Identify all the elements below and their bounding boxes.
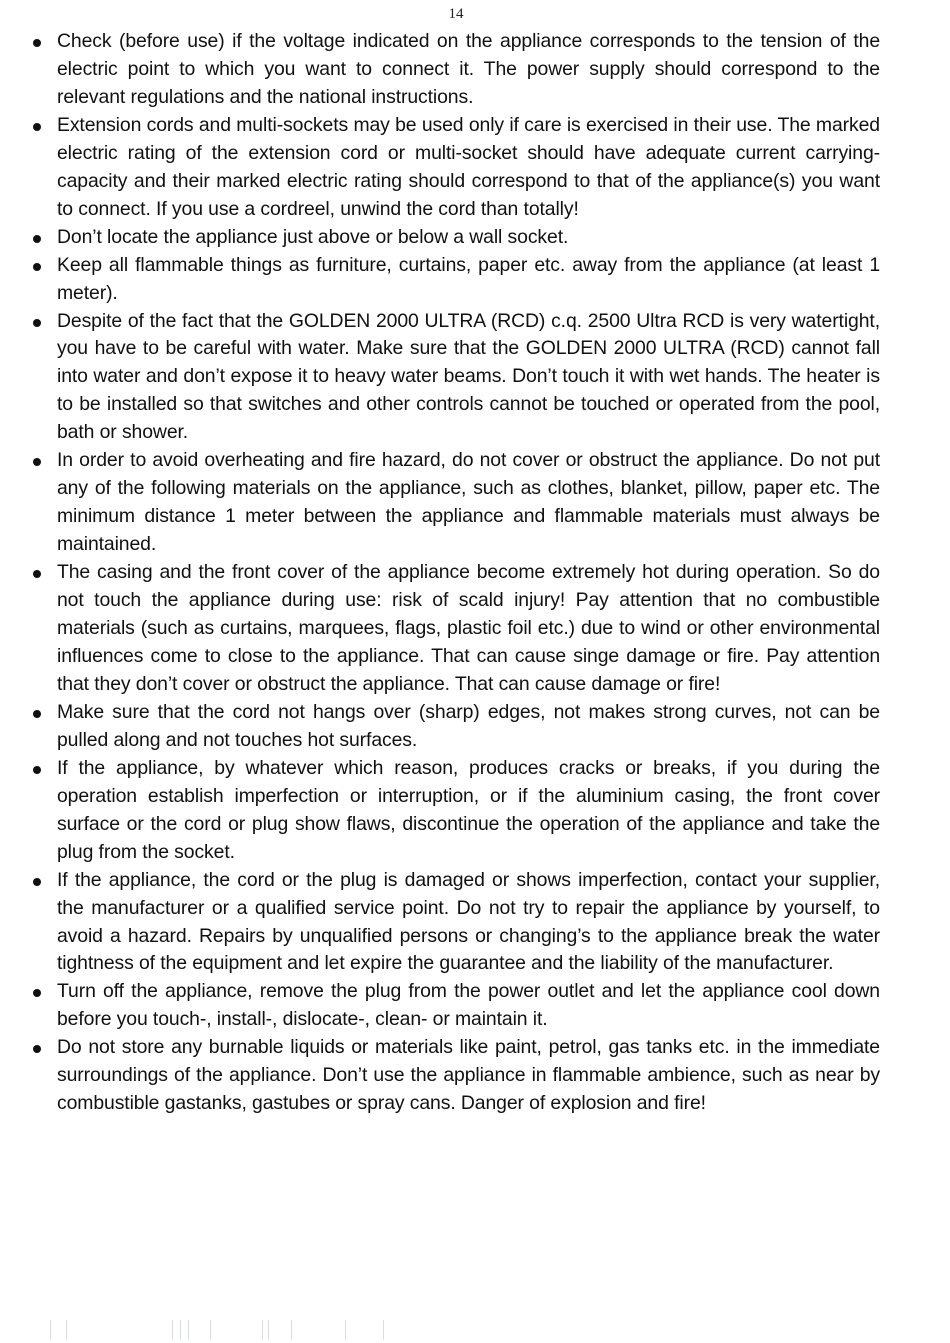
bullet-icon <box>33 989 41 997</box>
list-item <box>30 755 880 867</box>
list-item-text: If the appliance, the cord or the plug is damaged or shows imperfection, contact your supplier, the manufacturer or a qualified service point. Do not try to repair the appliance by yourself, to avoid a hazard. Repairs by unqualified persons or changing’s to the appliance break the water tightness of the equipment and let expire the guarantee and the liability of the manufacturer. <box>57 868 880 975</box>
scan-mark <box>268 1320 269 1340</box>
list-item-text: Extension cords and multi-sockets may be used only if care is exercised in their use. The marked electric rating of the extension cord or multi-socket should have adequate current carrying-capacity and their marked electric rating should correspond to that of the appliance(s) you want to connect. If you use a cordreel, unwind the cord than totally! <box>57 113 880 220</box>
list-item <box>30 308 880 448</box>
list-item-text: If the appliance, by whatever which reason, produces cracks or breaks, if you during the operation establish imperfection or interruption, or if the aluminium casing, the front cover surface or the cord or plug show flaws, discontinue the operation of the appliance and take the plug from the socket. <box>57 756 880 863</box>
list-item <box>30 978 880 1034</box>
safety-instructions-list <box>30 28 880 1118</box>
scan-mark <box>180 1320 181 1340</box>
page-number: 14 <box>448 6 464 22</box>
list-item-text: Don’t locate the appliance just above or below a wall socket. <box>57 225 569 248</box>
list-item <box>30 224 880 252</box>
list-item <box>30 559 880 699</box>
bullet-icon <box>33 319 41 327</box>
list-item <box>30 252 880 308</box>
list-item-text: Keep all flammable things as furniture, curtains, paper etc. away from the appliance (at least 1 meter). <box>57 253 880 304</box>
list-item-text: Make sure that the cord not hangs over (sharp) edges, not makes strong curves, not can be pulled along and not touches hot surfaces. <box>57 700 880 751</box>
scan-mark <box>172 1320 173 1340</box>
scan-mark <box>345 1320 346 1340</box>
bullet-icon <box>33 39 41 47</box>
scan-mark <box>188 1320 189 1340</box>
bullet-icon <box>33 570 41 578</box>
list-item-text: Turn off the appliance, remove the plug from the power outlet and let the appliance cool down before you touch-, install-, dislocate-, clean- or maintain it. <box>57 980 880 1031</box>
scan-mark <box>210 1320 211 1340</box>
list-item <box>30 28 880 112</box>
scan-mark <box>291 1320 292 1340</box>
bullet-icon <box>33 766 41 774</box>
scan-mark <box>383 1320 384 1340</box>
scan-mark <box>50 1320 51 1340</box>
list-item <box>30 1034 880 1118</box>
list-item-text: Do not store any burnable liquids or materials like paint, petrol, gas tanks etc. in the immediate surroundings of the appliance. Don’t use the appliance in flammable ambience, such as near by combustible gastanks, gastubes or spray cans. Danger of explosion and fire! <box>57 1036 880 1115</box>
bullet-icon <box>33 235 41 243</box>
list-item-text: In order to avoid overheating and fire hazard, do not cover or obstruct the appliance. Do not put any of the following materials on the appliance, such as clothes, blanket, pillow, paper etc. The minimum distance 1 meter between the appliance and flammable materials must always be maintained. <box>57 449 880 556</box>
scan-mark <box>66 1320 67 1340</box>
list-item-text: The casing and the front cover of the appliance become extremely hot during operation. So do not touch the appliance during use: risk of scald injury! Pay attention that no combustible materials (such as curtains, marquees, flags, plastic foil etc.) due to wind or other environmental influences come to close to the appliance. That can cause singe damage or fire. Pay attention that they don’t cover or obstruct the appliance. That can cause damage or fire! <box>57 561 880 695</box>
scan-mark <box>262 1320 263 1340</box>
bullet-icon <box>33 458 41 466</box>
bullet-icon <box>33 1045 41 1053</box>
bullet-icon <box>33 123 41 131</box>
list-item <box>30 867 880 979</box>
bullet-icon <box>33 878 41 886</box>
scan-artifact-marks <box>0 1320 950 1340</box>
list-item <box>30 447 880 559</box>
bullet-icon <box>33 710 41 718</box>
bullet-icon <box>33 263 41 271</box>
list-item <box>30 112 880 224</box>
list-item-text: Despite of the fact that the GOLDEN 2000 ULTRA (RCD) c.q. 2500 Ultra RCD is very watertight, you have to be careful with water. Make sure that the GOLDEN 2000 ULTRA (RCD) cannot fall into water and don’t expose it to heavy water beams. Don’t touch it with wet hands. The heater is to be installed so that switches and other controls cannot be touched or operated from the pool, bath or shower. <box>57 309 880 444</box>
list-item <box>30 699 880 755</box>
list-item-text: Check (before use) if the voltage indicated on the appliance corresponds to the tension of the electric point to which you want to connect it. The power supply should correspond to the relevant regulations and the national instructions. <box>57 30 880 108</box>
